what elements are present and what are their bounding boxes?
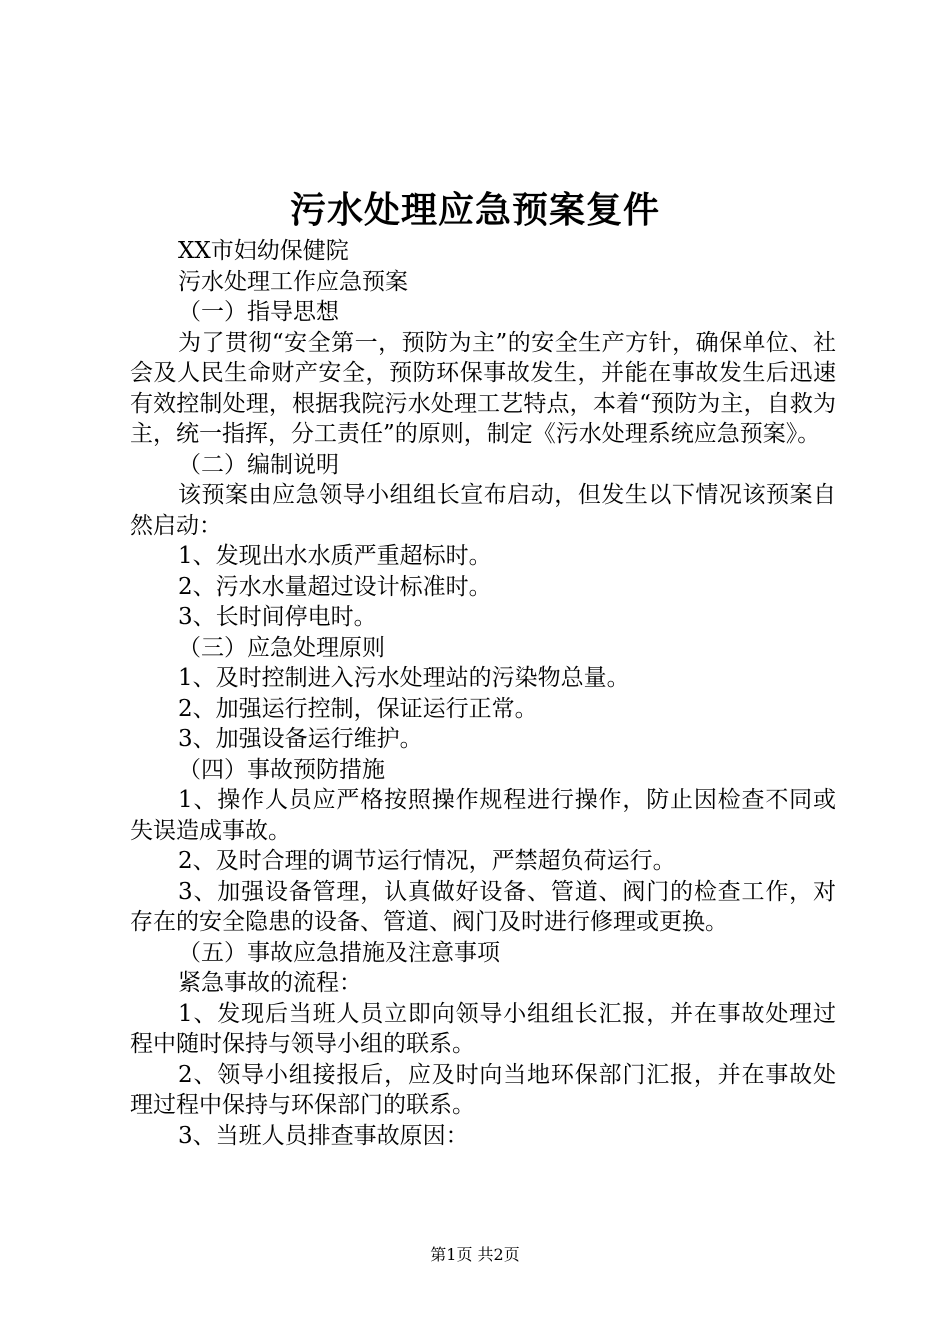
paragraph-compilation-note: 该预案由应急领导小组组长宣布启动，但发生以下情况该预案自然启动： <box>130 482 836 539</box>
list-item: 1、发现后当班人员立即向领导小组组长汇报，并在事故处理过程中随时保持与领导小组的联系。 <box>130 1000 836 1057</box>
list-item: 3、加强设备管理，认真做好设备、管道、阀门的检查工作，对存在的安全隐患的设备、管道、阀门及时进行修理或更换。 <box>130 878 836 935</box>
list-item: 2、及时合理的调节运行情况，严禁超负荷运行。 <box>178 848 676 874</box>
list-item: 1、及时控制进入污水处理站的污染物总量。 <box>178 665 630 691</box>
paragraph-guiding-principle: 为了贯彻“安全第一，预防为主”的安全生产方针，确保单位、社会及人民生命财产安全，预防环保事故发生，并能在事故发生后迅速有效控制处理，根据我院污水处理工艺特点，本着“预防为主，自救为主，统一指挥，分工责任”的原则，制定《污水处理系统应急预案》。 <box>130 329 836 447</box>
list-item: 2、污水水量超过设计标准时。 <box>178 573 492 600</box>
document-body <box>130 236 836 1151</box>
section-heading-3: （三）应急处理原则 <box>178 634 385 661</box>
list-item: 2、领导小组接报后，应及时向当地环保部门汇报，并在事故处理过程中保持与环保部门的联系。 <box>130 1061 836 1118</box>
paragraph-emergency-flow: 紧急事故的流程： <box>178 970 362 996</box>
list-item: 1、操作人员应严格按照操作规程进行操作，防止因检查不同或失误造成事故。 <box>130 787 836 844</box>
section-heading-2: （二）编制说明 <box>178 451 339 478</box>
paragraph-hospital-name: XX市妇幼保健院 <box>178 238 349 264</box>
section-heading-1: （一）指导思想 <box>178 299 339 325</box>
document-title: 污水处理应急预案复件 <box>289 189 660 231</box>
section-heading-5: （五）事故应急措施及注意事项 <box>178 939 500 966</box>
paragraph-plan-name: 污水处理工作应急预案 <box>178 268 408 295</box>
list-item: 3、加强设备运行维护。 <box>178 726 423 752</box>
list-item: 2、加强运行控制，保证运行正常。 <box>178 695 538 722</box>
page-footer: 第1页 共2页 <box>430 1245 520 1264</box>
list-item: 1、发现出水水质严重超标时。 <box>178 543 492 569</box>
list-item: 3、当班人员排查事故原因： <box>178 1122 469 1149</box>
section-heading-4: （四）事故预防措施 <box>178 756 385 783</box>
list-item: 3、长时间停电时。 <box>178 604 377 630</box>
